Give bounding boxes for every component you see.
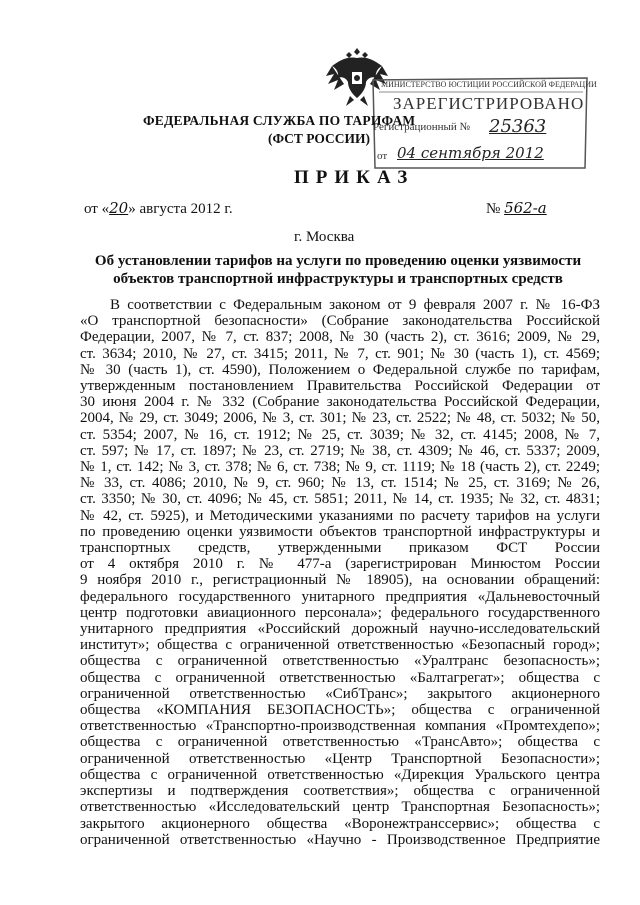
body-line: 30 июня 2004 г. № 332 (Собрание законодательства Российской Федерации, [80,394,600,411]
body-line: ограниченной ответственностью «СибТранс»; закрытого акционерного [80,685,600,702]
body-line: «О транспортной безопасности» (Собрание законодательства Российской [80,313,600,330]
order-title: ПРИКАЗ [294,167,415,188]
body-line: ответственностью «Исследовательский центр Транспортная Безопасность»; [80,799,600,816]
heading-line: Об установлении тарифов на услуги по проведению оценки уязвимости [94,253,582,269]
agency-abbreviation: (ФСТ РОССИИ) [268,131,371,146]
body-line: центр подготовки авиационного персонала»; федерального государственного [80,604,600,621]
body-line: транспортных средств, утвержденными приказом ФСТ России [80,540,600,557]
body-line: В соответствии с Федеральным законом от 9 февраля 2007 г. № 16-ФЗ [110,297,600,313]
body-line: общества «КОМПАНИЯ БЕЗОПАСНОСТЬ»; общества с ограниченной [80,702,600,719]
stamp-reg-number-label: Регистрационный № [373,121,471,133]
body-line: ответственностью «Транспортно-производственная компания «Промтехдепо»; [80,718,600,735]
body-line: экспертизы и подтверждения соответствия»; общества с ограниченной [80,783,600,800]
stamp-reg-number: 25363 [489,116,547,137]
body-line: ограниченной ответственностью «Научно - Производственное Предприятие [80,831,600,848]
order-number-value: 562-а [504,199,547,217]
stamp-reg-date: 04 сентября 2012 [397,144,544,162]
city: г. Москва [294,229,355,245]
agency-name: ФЕДЕРАЛЬНАЯ СЛУЖБА ПО ТАРИФАМ [143,113,416,128]
order-number [486,199,547,218]
body-line: ст. 3350; № 30, ст. 4096; № 45, ст. 5851; 2011, № 14, ст. 1935; № 32, ст. 4831; [80,491,600,508]
body-line: институт»; общества с ограниченной ответственностью «Безопасный город»; [80,637,600,654]
stamp-ministry: МИНИСТЕРСТВО ЮСТИЦИИ РОССИЙСКОЙ ФЕДЕРАЦИИ [381,80,597,89]
body-line: по проведению оценки уязвимости объектов транспортной инфраструктуры и [80,523,600,540]
body-line: Федерации, 2007, № 7, ст. 837; 2008, № 30 (часть 2), ст. 3616; 2009, № 29, [80,329,600,346]
order-date-suffix: » августа 2012 г. [128,201,233,217]
body-line: федерального государственного унитарного предприятия «Дальневосточный [80,588,600,605]
order-date [84,199,233,218]
body-line: № 30 (часть 1), ст. 4590), Положением о Федеральной службе по тарифам, [80,361,600,378]
order-number-prefix: № [486,201,505,217]
body-line: ограниченной ответственностью «Центр Транспортной Безопасности»; [80,750,600,767]
body-line: общества с ограниченной ответственностью «Балтагрегат»; общества с [80,669,600,686]
order-heading [82,252,594,288]
body-line: общества с ограниченной ответственностью «Уралтранс безопасность»; [80,653,600,670]
body-line: 9 ноября 2010 г., регистрационный № 18905), на основании обращений: [80,572,600,589]
body-line: общества с ограниченной ответственностью «ТрансАвто»; общества с [80,734,600,751]
body-line: общества с ограниченной ответственностью «Дирекция Уральского центра [80,766,600,783]
body-line: № 33, ст. 4086; 2010, № 9, ст. 960; № 13, ст. 1514; № 25, ст. 3169; № 26, [80,475,600,492]
order-body [80,297,600,848]
body-line: закрытого акционерного общества «Воронежтранссервис»; общества с [80,815,600,832]
body-line: ст. 597; № 17, ст. 1897; № 23, ст. 2719; № 38, ст. 4309; № 46, ст. 5337; 2009, [80,442,600,459]
order-date-day: 20 [109,199,129,217]
heading-line: объектов транспортной инфраструктуры и транспортных средств [113,271,563,287]
body-line: № 42, ст. 5925), и Методическими указаниями по расчету тарифов на услуги [80,507,600,524]
order-date-prefix: от « [84,201,110,217]
body-line: унитарного предприятия «Российский дорожный научно-исследовательский [80,621,600,638]
body-line: от 4 октября 2010 г. № 477-а (зарегистрирован Минюстом России [80,556,600,573]
body-line: ст. 5354; 2007, № 16, ст. 1912; № 25, ст. 3039; № 32, ст. 4145; 2008, № 7, [80,426,600,443]
body-line: № 1, ст. 142; № 3, ст. 378; № 6, ст. 738; № 9, ст. 1119; № 18 (часть 2), ст. 2249; [80,459,600,476]
stamp-date-label: от [377,150,388,162]
body-line: ст. 3634; 2010, № 27, ст. 3415; 2011, № 7, ст. 901; № 30 (часть 1), ст. 4569; [80,345,600,362]
stamp-registered: ЗАРЕГИСТРИРОВАНО [393,94,585,113]
body-line: утвержденным постановлением Правительства Российской Федерации от [80,378,600,395]
body-line: 2004, № 29, ст. 3049; 2006, № 3, ст. 301; № 23, ст. 2522; № 48, ст. 5032; № 50, [80,410,600,427]
